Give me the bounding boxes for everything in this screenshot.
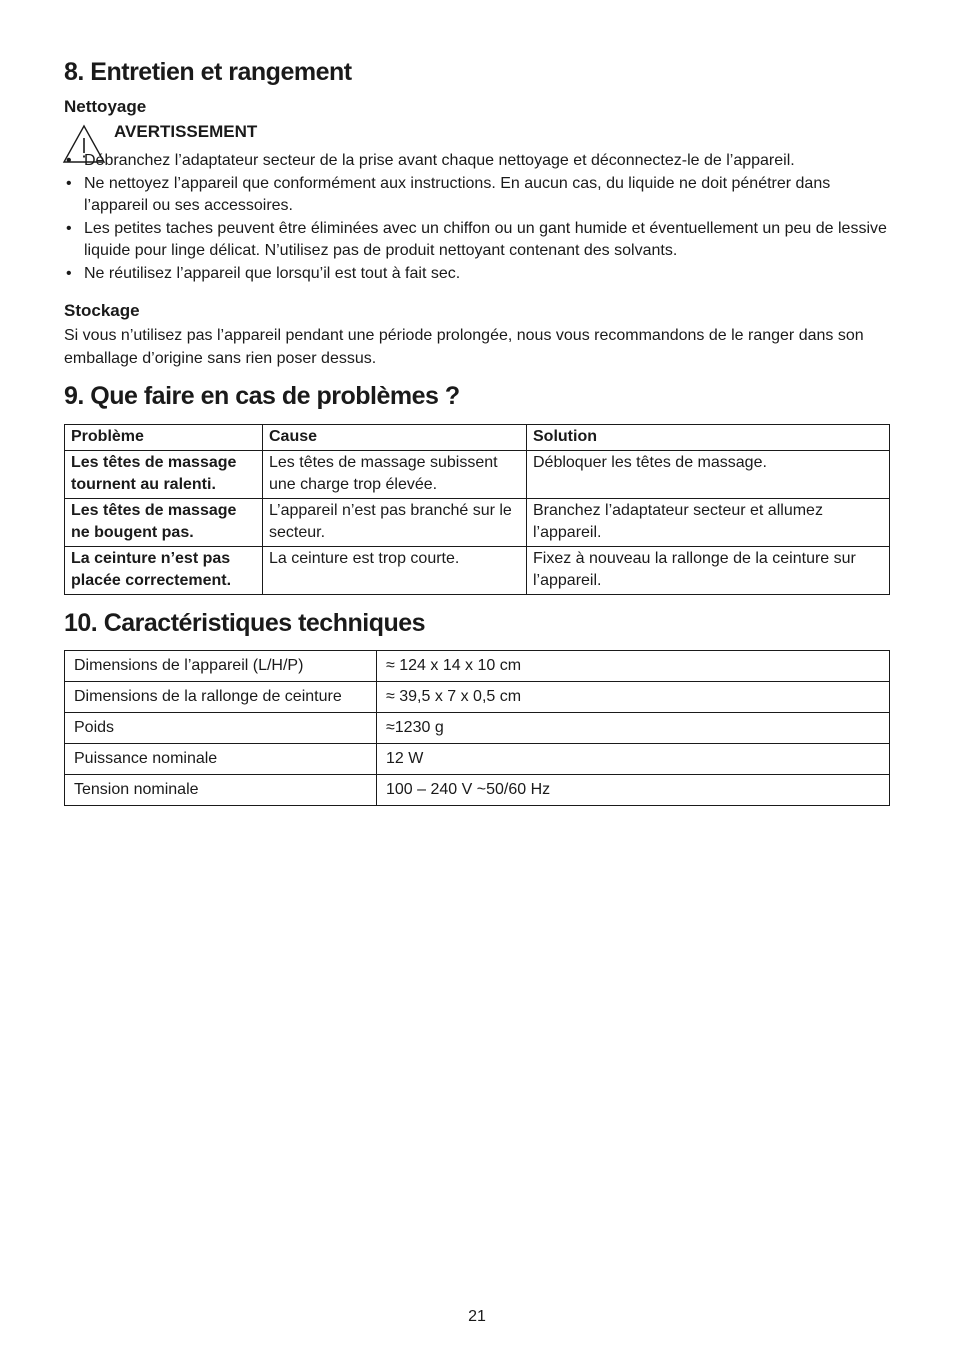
column-header-probleme: Problème — [65, 425, 263, 451]
list-item: • Ne réutilisez l’appareil que lorsqu’il est tout à fait sec. — [66, 264, 461, 282]
table-row — [65, 712, 890, 743]
bullet-text: Ne nettoyez l’appareil que conformément aux instructions. En aucun cas, du liquide ne doit pénétrer dans l’appareil ou ses accessoires. — [84, 174, 831, 214]
specifications-table — [64, 650, 890, 806]
column-header-solution: Solution — [527, 425, 890, 451]
table-header-row — [65, 425, 890, 451]
bullet-text: Débranchez l’adaptateur secteur de la prise avant chaque nettoyage et déconnectez-le de l’appareil. — [84, 152, 795, 169]
section-10-title: 10. Caractéristiques techniques — [64, 608, 426, 637]
spec-label: Dimensions de l’appareil (L/H/P) — [65, 650, 377, 681]
cause-cell: L’appareil n’est pas branché sur le secteur. — [263, 498, 527, 546]
table-row — [65, 743, 890, 774]
stockage-heading: Stockage — [64, 301, 140, 320]
spec-value: ≈ 39,5 x 7 x 0,5 cm — [377, 681, 890, 712]
troubleshooting-table — [64, 424, 890, 595]
cause-cell: La ceinture est trop courte. — [263, 546, 527, 594]
table-row — [65, 546, 890, 594]
warning-bullet-list — [10, 150, 890, 285]
spec-value: 100 – 240 V ~50/60 Hz — [377, 774, 890, 805]
table-row — [65, 450, 890, 498]
problem-cell: Les têtes de massage tournent au ralenti. — [65, 450, 263, 498]
section-8-title: 8. Entretien et rangement — [64, 58, 352, 86]
table-row — [65, 650, 890, 681]
list-item: • Les petites taches peuvent être éliminées avec un chiffon ou un gant humide et éventuellement un peu de lessive liquide pour linge délicat. N’utilisez pas de produit nettoyant contenant des solvants. — [66, 219, 887, 259]
spec-value: 12 W — [377, 743, 890, 774]
solution-cell: Fixez à nouveau la rallonge de la ceinture sur l’appareil. — [527, 546, 890, 594]
page-number: 21 — [468, 1308, 486, 1325]
spec-value: ≈1230 g — [377, 712, 890, 743]
section-9-title: 9. Que faire en cas de problèmes ? — [64, 382, 460, 410]
problem-cell: Les têtes de massage ne bougent pas. — [65, 498, 263, 546]
column-header-cause: Cause — [263, 425, 527, 451]
spec-value: ≈ 124 x 14 x 10 cm — [377, 650, 890, 681]
nettoyage-heading: Nettoyage — [64, 97, 147, 116]
warning-title: AVERTISSEMENT — [114, 122, 258, 141]
list-item: • Débranchez l’adaptateur secteur de la prise avant chaque nettoyage et déconnectez-le de l’appareil. — [66, 152, 795, 169]
cause-cell: Les têtes de massage subissent une charge trop élevée. — [263, 450, 527, 498]
bullet-text: Ne réutilisez l’appareil que lorsqu’il est tout à fait sec. — [84, 264, 461, 282]
bullet-text: Les petites taches peuvent être éliminées avec un chiffon ou un gant humide et éventuellement un peu de lessive liquide pour linge délicat. N’utilisez pas de produit nettoyant contenant des solvants. — [84, 219, 887, 259]
spec-label: Puissance nominale — [65, 743, 377, 774]
solution-cell: Branchez l’adaptateur secteur et allumez l’appareil. — [527, 498, 890, 546]
page-content — [64, 56, 890, 806]
spec-label: Tension nominale — [65, 774, 377, 805]
problem-cell: La ceinture n’est pas placée correctement. — [65, 546, 263, 594]
list-item: • Ne nettoyez l’appareil que conformément aux instructions. En aucun cas, du liquide ne doit pénétrer dans l’appareil ou ses accessoires. — [66, 174, 831, 214]
table-row — [65, 774, 890, 805]
spec-label: Dimensions de la rallonge de ceinture — [65, 681, 377, 712]
spec-label: Poids — [65, 712, 377, 743]
table-row — [65, 498, 890, 546]
solution-cell: Débloquer les têtes de massage. — [527, 450, 890, 498]
stockage-text: Si vous n’utilisez pas l’appareil pendant une période prolongée, nous vous recommandons de le ranger dans son emballage d’origine sans rien poser dessus. — [64, 327, 864, 367]
table-row — [65, 681, 890, 712]
